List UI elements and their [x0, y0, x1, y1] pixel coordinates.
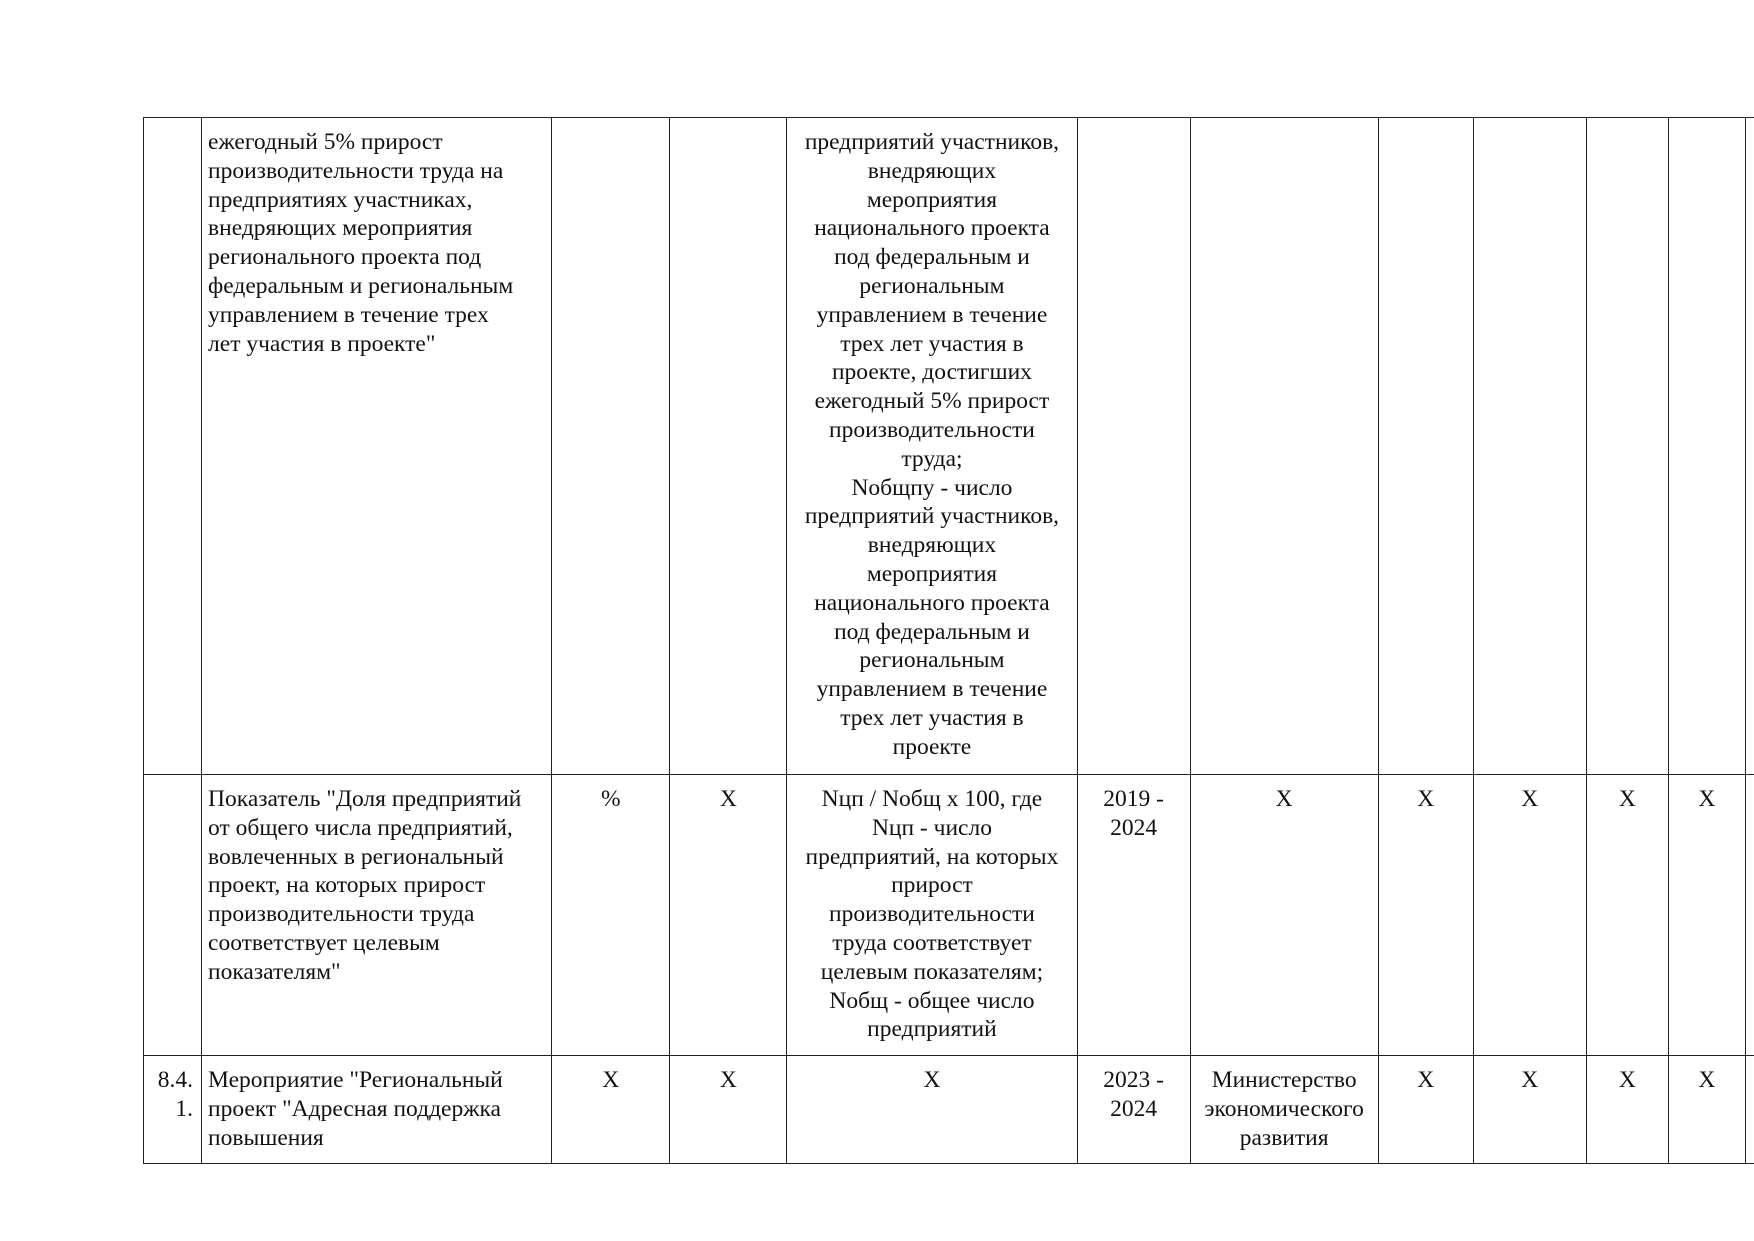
- value-cell: X: [1378, 775, 1473, 1056]
- value-cell: [1668, 118, 1745, 775]
- unit-cell: %: [552, 775, 670, 1056]
- formula-cell: X: [787, 1056, 1077, 1164]
- value-cell: X: [670, 775, 787, 1056]
- responsible-cell: X: [1190, 775, 1378, 1056]
- indicator-name: Показатель "Доля предприятий от общего числа предприятий, вовлеченных в региональный проект, на которых прирост производительности труда соответствует целевым показателям": [202, 775, 552, 1056]
- value-cell: [1473, 118, 1586, 775]
- value-cell: X: [670, 1056, 787, 1164]
- value-cell: [1586, 118, 1668, 775]
- value-cell: X: [1668, 1056, 1745, 1164]
- table-row: [144, 775, 1754, 1056]
- table-row: [144, 118, 1754, 775]
- period-cell: 2023 - 2024: [1077, 1056, 1190, 1164]
- period-cell: [1077, 118, 1190, 775]
- formula-cell: Nцп / Nобщ x 100, где Nцп - число предприятий, на которых прирост производительности труда соответствует целевым показателям; Nобщ - общее число предприятий: [787, 775, 1077, 1056]
- value-cell: X: [1378, 1056, 1473, 1164]
- cut-off-cell: [1745, 118, 1754, 775]
- indicators-table: [143, 117, 1754, 1164]
- row-number: [144, 118, 202, 775]
- unit-cell: [552, 118, 670, 775]
- cut-off-cell: [1745, 775, 1754, 1056]
- value-cell: X: [1586, 1056, 1668, 1164]
- cut-off-cell: [1745, 1056, 1754, 1164]
- responsible-cell: Министерство экономического развития: [1190, 1056, 1378, 1164]
- value-cell: X: [1586, 775, 1668, 1056]
- row-number: [144, 775, 202, 1056]
- value-cell: [670, 118, 787, 775]
- responsible-cell: [1190, 118, 1378, 775]
- formula-cell: предприятий участников, внедряющих мероприятия национального проекта под федеральным и региональным управлением в течение трех лет участия в проекте, достигших ежегодный 5% прирост производительности труда; Nобщпу - число предприятий участников, внедряющих мероприятия национального проекта под федеральным и региональным управлением в течение трех лет участия в проекте: [787, 118, 1077, 775]
- value-cell: X: [1473, 775, 1586, 1056]
- indicator-name: ежегодный 5% прирост производительности труда на предприятиях участниках, внедряющих мероприятия регионального проекта под федеральным и региональным управлением в течение трех лет участия в проекте": [202, 118, 552, 775]
- row-number: 8.4. 1.: [144, 1056, 202, 1164]
- table-row: [144, 1056, 1754, 1164]
- value-cell: X: [1473, 1056, 1586, 1164]
- unit-cell: X: [552, 1056, 670, 1164]
- period-cell: 2019 - 2024: [1077, 775, 1190, 1056]
- indicator-name: Мероприятие "Региональный проект "Адресная поддержка повышения: [202, 1056, 552, 1164]
- value-cell: [1378, 118, 1473, 775]
- value-cell: X: [1668, 775, 1745, 1056]
